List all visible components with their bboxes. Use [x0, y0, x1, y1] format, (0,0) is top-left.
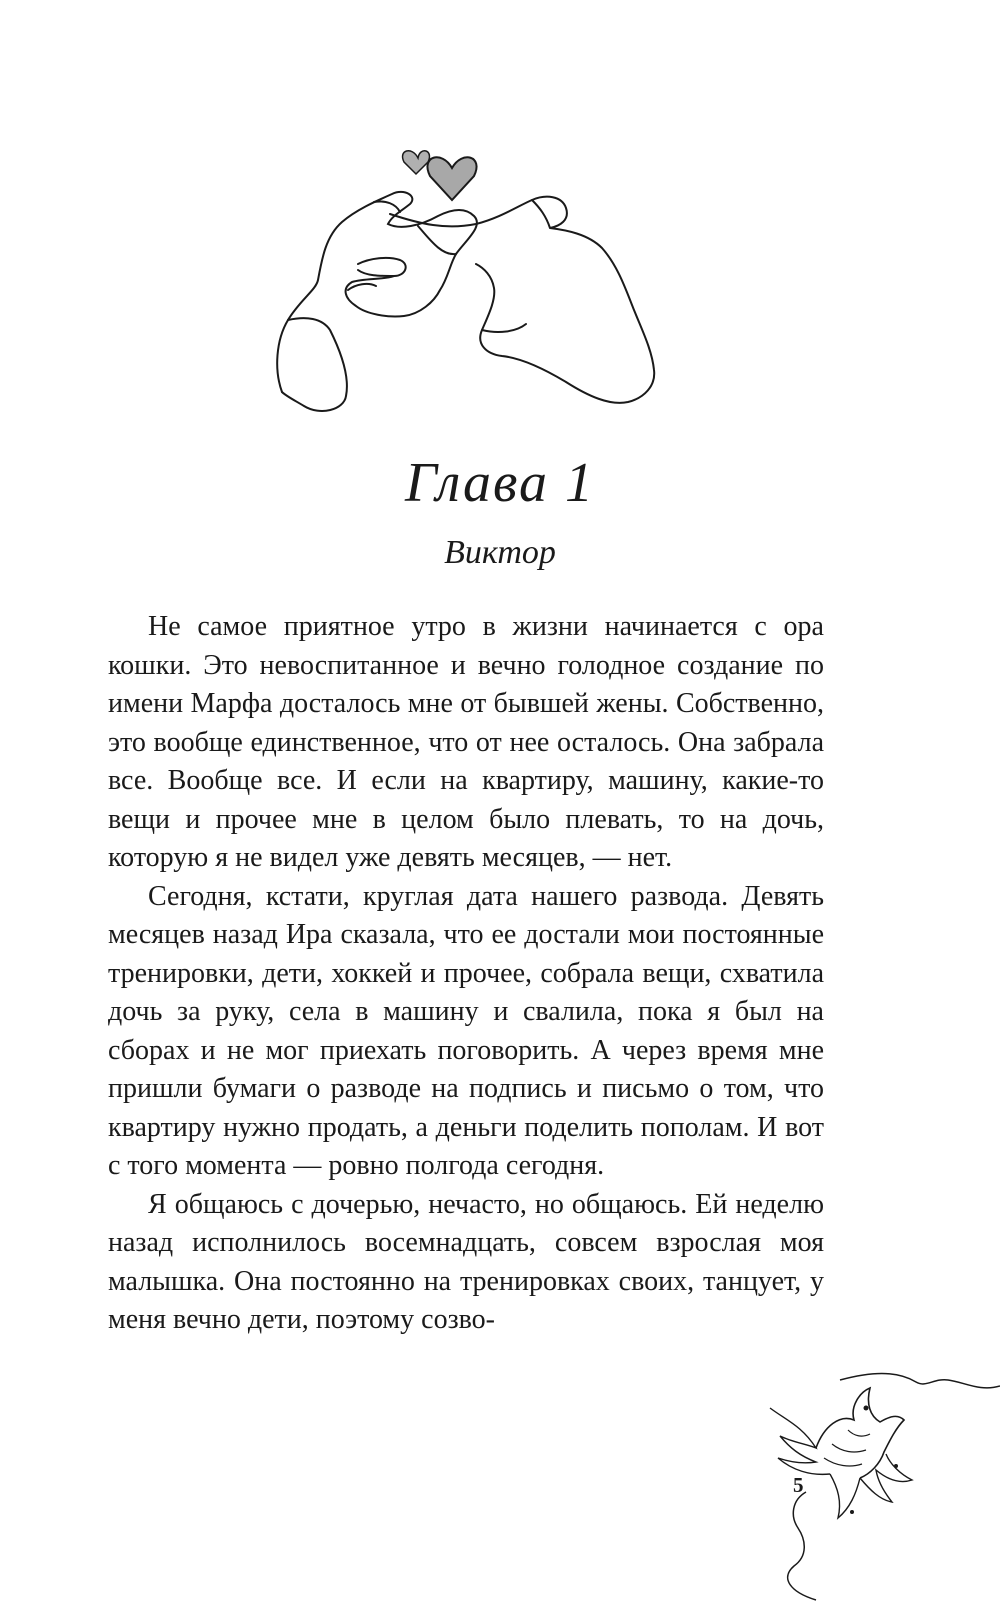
chapter-subtitle: Виктор [444, 534, 556, 571]
phoenix-ornament-icon [720, 1370, 1000, 1615]
chapter-body [108, 608, 824, 1340]
paragraph: Я общаюсь с дочерью, нечасто, но общаюсь. Ей неделю назад исполнилось восемнадцать, совсем взрослая моя малышка. Она постоянно на тренировках своих, танцует, у меня вечно дети, поэтому созво- [108, 1188, 824, 1335]
paragraph: Не самое приятное утро в жизни начинается с ора кошки. Это невоспитанное и вечно голодное создание по имени Марфа досталось мне от бывшей жены. Собственно, это вообще единственное, что от нее осталось. Она забрала все. Вообще все. И если на квартиру, машину, какие-то вещи и прочее мне в целом было плевать, то на дочь, которую я не видел уже девять месяцев, — нет. [108, 611, 824, 873]
page-number: 5 [793, 1473, 804, 1497]
chapter-title: Глава 1 [405, 452, 595, 514]
small-heart-icon [403, 151, 430, 174]
paragraph: Сегодня, кстати, круглая дата нашего развода. Девять месяцев назад Ира сказала, что ее достали мои постоянные тренировки, дети, хоккей и прочее, собрала вещи, схватила дочь за руку, села в машину и свалила, пока я был на сборах и не мог приехать поговорить. А через время мне пришли бумаги о разводе на подпись и письмо о том, что квартиру нужно продать, а деньги поделить пополам. И вот с того момента — ровно полгода сегодня. [108, 880, 824, 1181]
hands-heart-illustration [270, 130, 670, 420]
large-heart-icon [427, 157, 476, 200]
